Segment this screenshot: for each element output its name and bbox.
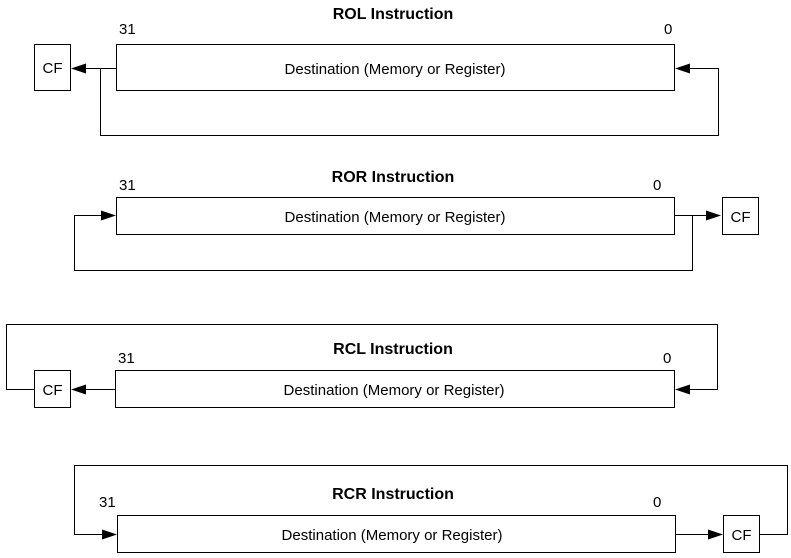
rcr-destination-label: Destination (Memory or Register) (281, 527, 503, 544)
rcr-bit-31-label: 31 (99, 494, 116, 511)
ror-destination-label: Destination (Memory or Register) (284, 209, 506, 226)
rol-diagram (35, 6, 719, 136)
ror-bit-0-label: 0 (653, 177, 662, 194)
ror-rotate-loop-arrowhead (101, 211, 116, 221)
rol-rotate-loop-arrowhead (675, 64, 690, 74)
rol-to-cf-arrowhead (71, 64, 86, 74)
rcl-carry-loop-arrowhead (675, 385, 690, 395)
rcl-to-cf-arrowhead (71, 385, 86, 395)
rol-destination-label: Destination (Memory or Register) (284, 61, 506, 78)
rol-title: ROL Instruction (332, 6, 454, 23)
rcr-to-cf-arrowhead (708, 530, 723, 540)
rol-bit-0-label: 0 (664, 21, 673, 38)
ror-cf-label: CF (730, 209, 751, 226)
ror-title: ROR Instruction (331, 169, 455, 186)
rcl-destination-label: Destination (Memory or Register) (283, 382, 505, 399)
rcr-bit-0-label: 0 (653, 494, 662, 511)
ror-bit-31-label: 31 (119, 177, 136, 194)
rcr-title: RCR Instruction (332, 486, 454, 503)
rcr-diagram (75, 466, 788, 553)
rcl-bit-0-label: 0 (663, 350, 672, 367)
rol-bit-31-label: 31 (119, 21, 136, 38)
rol-cf-label: CF (42, 60, 63, 77)
rcl-cf-label: CF (42, 382, 63, 399)
ror-to-cf-arrowhead (706, 211, 721, 221)
rcr-carry-loop-arrowhead (102, 530, 117, 540)
rcr-cf-label: CF (731, 527, 752, 544)
rcl-title: RCL Instruction (333, 341, 453, 358)
rcl-diagram (7, 325, 718, 408)
ror-diagram (75, 169, 759, 271)
rcl-bit-31-label: 31 (118, 350, 135, 367)
